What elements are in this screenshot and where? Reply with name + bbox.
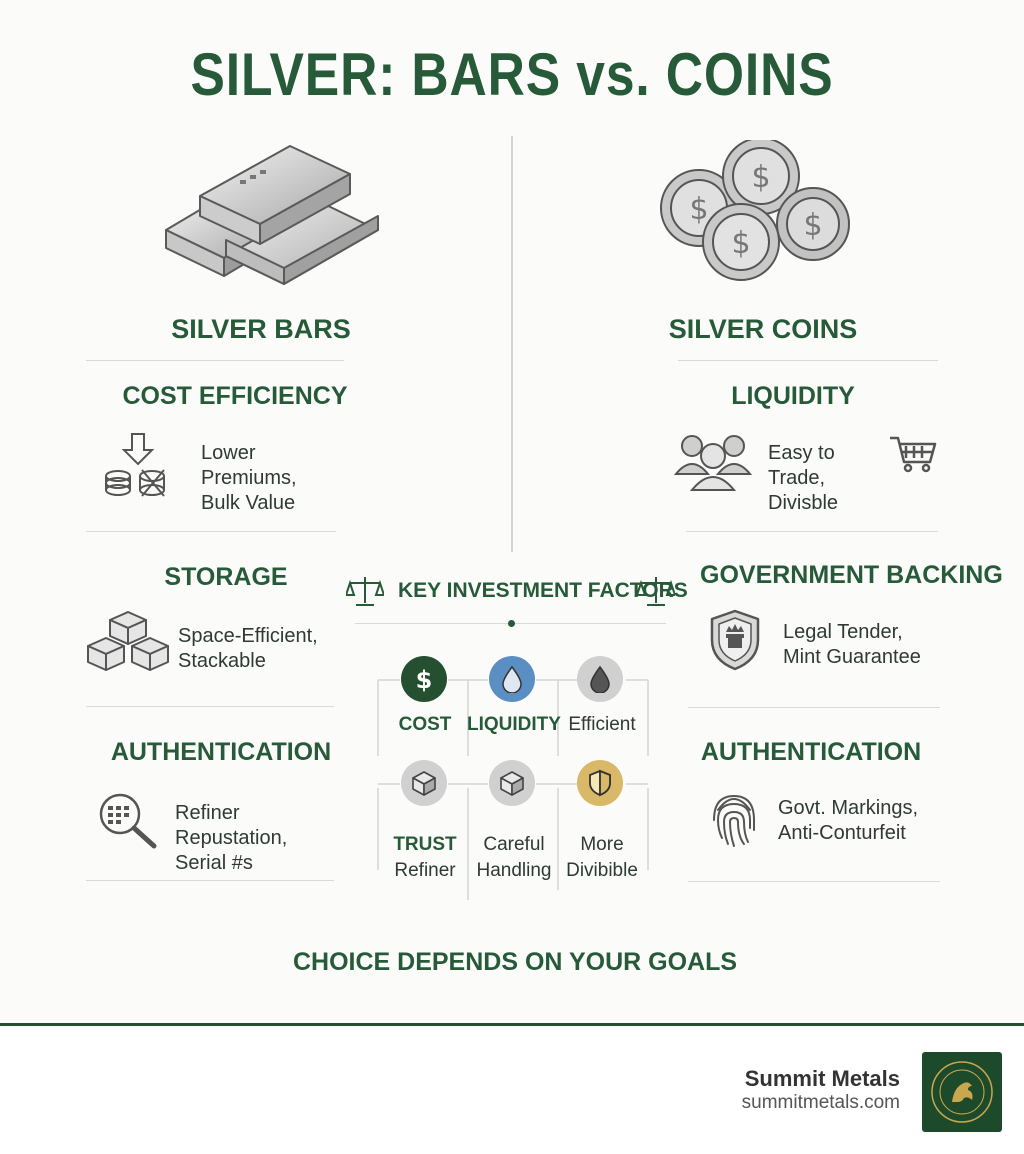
divisible-factor-badge — [577, 760, 623, 806]
dollar-icon — [412, 664, 436, 694]
storage-heading: STORAGE — [164, 563, 288, 591]
cube-icon — [411, 770, 437, 796]
coins-authentication-heading: AUTHENTICATION — [700, 738, 922, 766]
text-line: Bulk Value — [201, 492, 296, 514]
cost-factor-badge — [401, 656, 447, 702]
storage-text — [178, 624, 328, 674]
divider — [678, 360, 938, 361]
lion-seal-icon — [922, 1052, 1002, 1132]
divider-dot — [508, 620, 515, 627]
factor-label — [470, 832, 558, 884]
cube-icon — [499, 770, 525, 796]
efficient-factor-badge — [577, 656, 623, 702]
divider — [86, 706, 334, 707]
shopping-cart-icon — [888, 434, 938, 474]
coin-stack-down-arrow-icon — [102, 430, 170, 500]
text-line: Divisble — [768, 492, 839, 514]
text-line: Mint Guarantee — [783, 646, 921, 668]
text-line: Govt. Markings, — [778, 797, 919, 819]
key-investment-factors-title: KEY INVESTMENT FACTORS — [398, 579, 688, 602]
text-line: Space-Efficient, — [178, 625, 318, 647]
scales-icon — [346, 575, 384, 607]
cost-efficiency-text — [201, 441, 351, 516]
silver-coins-heading: SILVER COINS — [668, 314, 858, 344]
magnifier-serial-icon — [96, 790, 162, 852]
bars-authentication-heading: AUTHENTICATION — [110, 738, 332, 766]
stacked-cubes-icon — [86, 608, 170, 674]
liquidity-text — [768, 441, 888, 516]
svg-text:$: $ — [803, 208, 823, 243]
svg-text:$: $ — [689, 192, 709, 227]
people-group-icon — [672, 430, 754, 494]
label-line: Careful — [483, 834, 545, 855]
trust-factor-badge — [401, 760, 447, 806]
brand-url[interactable]: summitmetals.com — [741, 1092, 900, 1113]
label-line: Handling — [476, 860, 552, 881]
divider — [86, 880, 334, 881]
divider — [688, 881, 940, 882]
crest-shield-icon — [708, 608, 762, 672]
label-line: Divibible — [566, 860, 638, 881]
brand-name: Summit Metals — [744, 1066, 900, 1091]
text-line: Easy to Trade, — [768, 442, 835, 489]
label-line: TRUST — [393, 834, 457, 855]
water-drop-icon — [501, 665, 523, 693]
factor-label: Efficient — [568, 714, 636, 735]
fingerprint-icon — [708, 790, 760, 848]
divider — [86, 360, 344, 361]
government-backing-heading: GOVERNMENT BACKING — [700, 561, 1003, 589]
text-line: Refiner Repustation, — [175, 802, 288, 849]
government-backing-text — [783, 620, 923, 670]
divider — [86, 531, 336, 532]
footer-rule — [0, 1023, 1024, 1026]
label-line: Refiner — [394, 860, 456, 881]
silver-bars-heading: SILVER BARS — [171, 314, 351, 344]
coins-authentication-text — [778, 796, 928, 846]
text-line: Serial #s — [175, 852, 253, 874]
svg-text:$: $ — [731, 226, 751, 261]
text-line: Lower Premiums, — [201, 442, 297, 489]
column-divider — [511, 136, 513, 552]
handling-factor-badge — [489, 760, 535, 806]
svg-text:$: $ — [415, 666, 433, 694]
summit-metals-logo — [922, 1052, 1002, 1132]
text-line: Stackable — [178, 650, 266, 672]
silver-bars-image — [160, 138, 385, 288]
svg-text:$: $ — [751, 160, 771, 195]
silver-coins-image — [655, 140, 855, 290]
water-drop-icon — [589, 665, 611, 693]
conclusion-text: CHOICE DEPENDS ON YOUR GOALS — [292, 948, 738, 976]
label-line: More — [580, 834, 624, 855]
factor-label: LIQUIDITY — [467, 714, 561, 735]
factor-label — [558, 832, 646, 884]
divider — [688, 707, 940, 708]
liquidity-factor-badge — [489, 656, 535, 702]
divider — [686, 531, 938, 532]
scales-icon — [637, 575, 675, 607]
text-line: Anti-Conturfeit — [778, 822, 906, 844]
bars-authentication-text — [175, 801, 335, 876]
factor-label: COST — [398, 714, 452, 735]
cost-efficiency-heading: COST EFFICIENCY — [122, 382, 348, 410]
shield-icon — [588, 769, 612, 797]
page-title: SILVER: BARS vs. COINS — [190, 41, 834, 108]
text-line: Legal Tender, — [783, 621, 903, 643]
liquidity-heading: LIQUIDITY — [731, 382, 855, 410]
factor-label — [385, 832, 465, 884]
